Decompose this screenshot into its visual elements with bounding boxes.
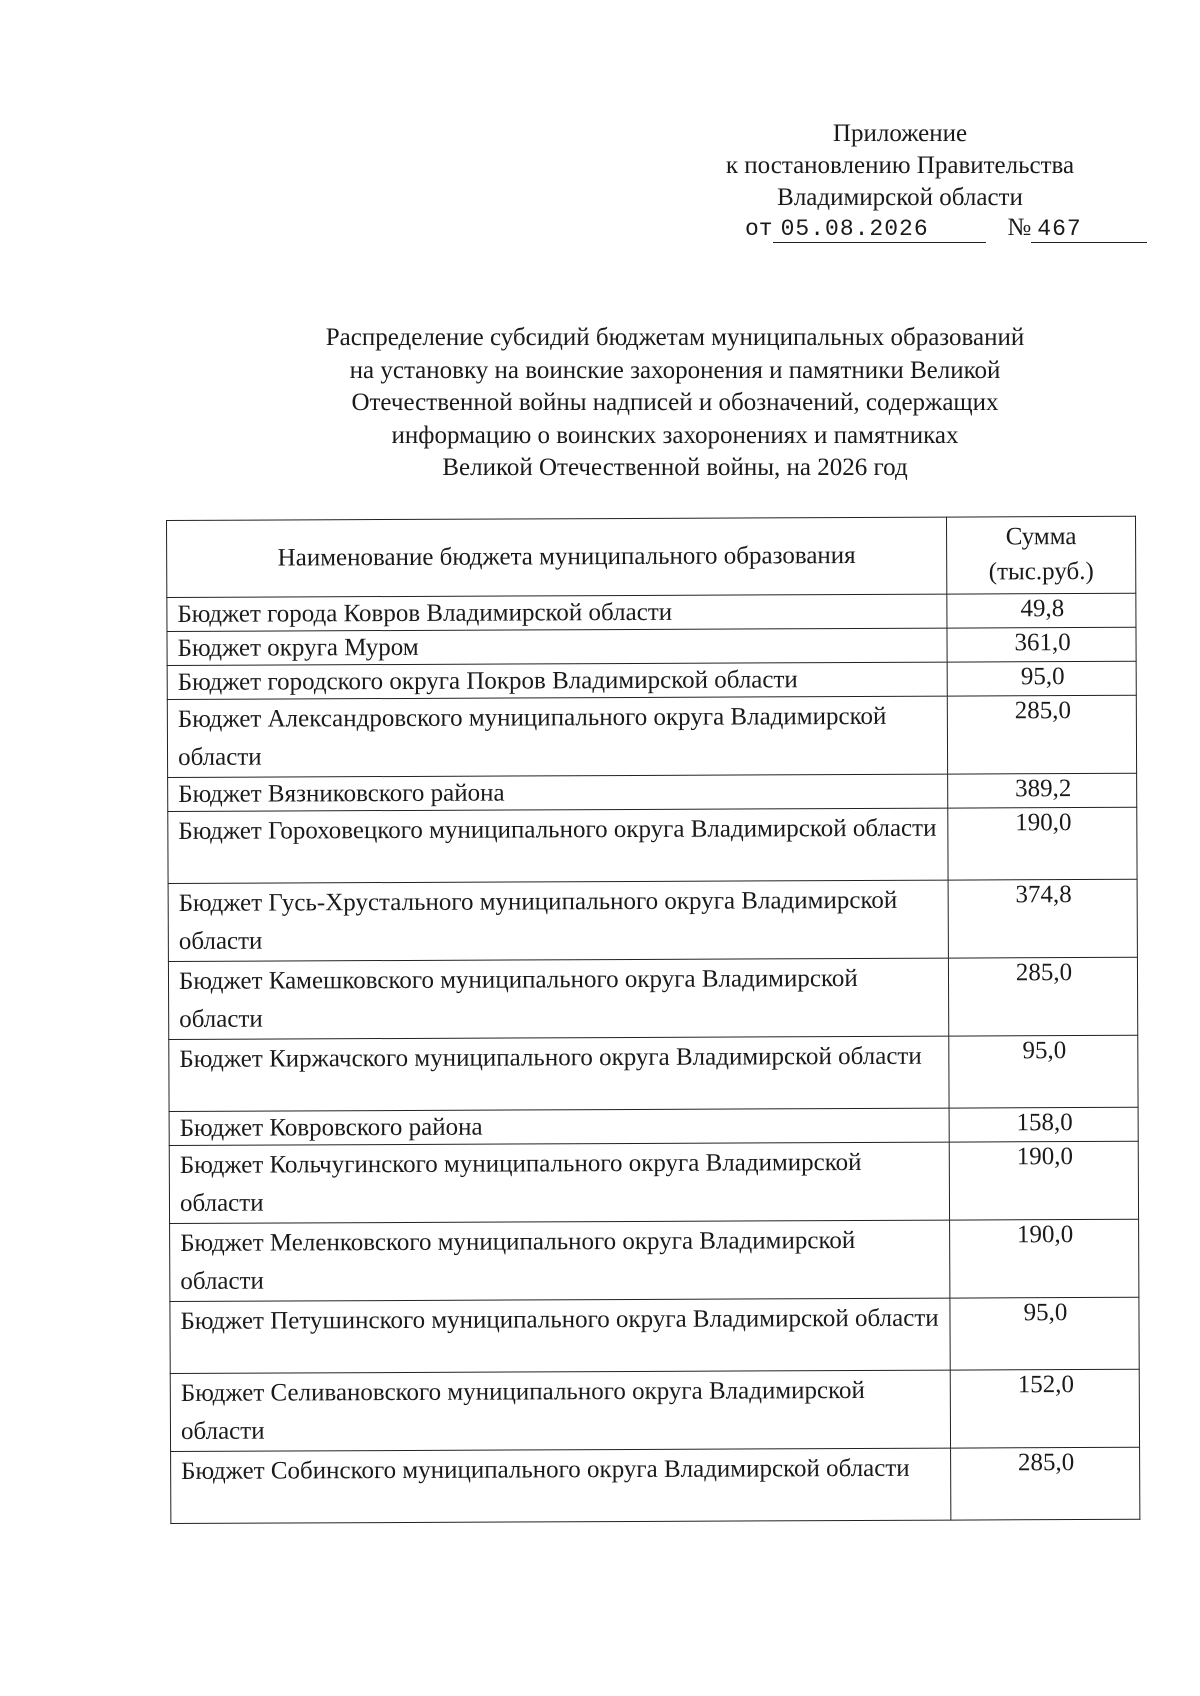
- budget-name-cell: Бюджет Меленковского муниципального округа Владимирской области: [170, 1220, 950, 1301]
- table-row: [168, 807, 1137, 883]
- header-sum-label: Сумма: [1005, 523, 1077, 551]
- budget-sum-cell: 95,0: [949, 1035, 1138, 1108]
- budget-sum-cell: 190,0: [948, 807, 1137, 880]
- budget-name-cell: Бюджет Вязниковского района: [168, 774, 948, 811]
- title-line: Распределение субсидий бюджетам муниципальных образований: [325, 324, 1025, 351]
- table-header-row: [167, 516, 1136, 597]
- budget-name-cell: Бюджет округа Муром: [167, 628, 947, 665]
- title-line: информацию о воинских захоронениях и памятниках: [391, 421, 959, 449]
- resolution-number: 467: [1031, 216, 1147, 243]
- budget-name-cell: Бюджет Селивановского муниципального округа Владимирской области: [170, 1370, 950, 1451]
- budget-name-cell: Бюджет Ковровского района: [169, 1108, 949, 1145]
- budget-sum-cell: 285,0: [948, 957, 1137, 1036]
- title-line: Великой Отечественной войны, на 2026 год: [442, 454, 908, 481]
- table-row: [167, 593, 1136, 631]
- resolution-date: 05.08.2026: [773, 216, 986, 243]
- budget-sum-cell: 95,0: [947, 661, 1136, 696]
- table-row: [167, 661, 1136, 699]
- budget-sum-cell: 361,0: [947, 627, 1136, 662]
- budget-name-cell: Бюджет городского округа Покров Владимирской области: [167, 662, 947, 699]
- budget-name-cell: Бюджет Гусь-Хрустального муниципального округа Владимирской области: [168, 880, 948, 961]
- table-row: [168, 957, 1137, 1039]
- subsidy-table: [166, 516, 1140, 1524]
- table-row: [168, 879, 1137, 961]
- budget-name-cell: Бюджет Камешковского муниципального округа Владимирской области: [168, 958, 948, 1039]
- budget-sum-cell: 49,8: [947, 593, 1136, 628]
- title-line: Отечественной войны надписей и обозначений, содержащих: [351, 389, 999, 416]
- table-row: [168, 773, 1137, 811]
- header-name: Наименование бюджета муниципального образования: [167, 517, 947, 597]
- date-prefix: от: [745, 216, 773, 242]
- table-row: [170, 1219, 1139, 1301]
- appendix-block: [690, 118, 1110, 214]
- budget-name-cell: Бюджет Александровского муниципального округа Владимирской области: [167, 696, 947, 777]
- budget-sum-cell: 152,0: [950, 1369, 1139, 1448]
- title-line: на установку на воинские захоронения и памятники Великой: [349, 356, 1001, 384]
- budget-name-cell: Бюджет Петушинского муниципального округа Владимирской области: [170, 1298, 950, 1373]
- table-row: [170, 1369, 1139, 1451]
- budget-name-cell: Бюджет Гороховецкого муниципального округа Владимирской области: [168, 808, 948, 883]
- appendix-date-line: [745, 214, 1125, 243]
- table-row: [171, 1447, 1140, 1523]
- number-sign: №: [1007, 214, 1032, 241]
- appendix-region-line: Владимирской области: [777, 184, 1023, 211]
- header-sum-unit: (тыс.руб.): [988, 557, 1094, 586]
- appendix-title: Приложение: [832, 120, 968, 147]
- budget-sum-cell: 389,2: [948, 773, 1137, 808]
- budget-sum-cell: 285,0: [947, 695, 1136, 774]
- budget-sum-cell: 158,0: [949, 1107, 1138, 1142]
- table-row: [167, 627, 1136, 665]
- budget-sum-cell: 190,0: [949, 1141, 1138, 1220]
- budget-name-cell: Бюджет Кольчугинского муниципального округа Владимирской области: [169, 1142, 949, 1223]
- budget-sum-cell: 374,8: [948, 879, 1137, 958]
- document-title: [250, 322, 1100, 485]
- budget-sum-cell: 95,0: [950, 1297, 1139, 1370]
- table-row: [169, 1107, 1138, 1145]
- table-row: [169, 1141, 1138, 1223]
- budget-sum-cell: 285,0: [951, 1447, 1140, 1520]
- table-row: [167, 695, 1136, 777]
- budget-sum-cell: 190,0: [950, 1219, 1139, 1298]
- budget-name-cell: Бюджет Киржачского муниципального округа Владимирской области: [169, 1036, 949, 1111]
- budget-name-cell: Бюджет города Ковров Владимирской области: [167, 594, 947, 631]
- header-sum: [946, 516, 1135, 594]
- appendix-resolution-line: к постановлению Правительства: [725, 152, 1075, 179]
- table-row: [170, 1297, 1139, 1373]
- budget-name-cell: Бюджет Собинского муниципального округа Владимирской области: [171, 1448, 951, 1523]
- table-row: [169, 1035, 1138, 1111]
